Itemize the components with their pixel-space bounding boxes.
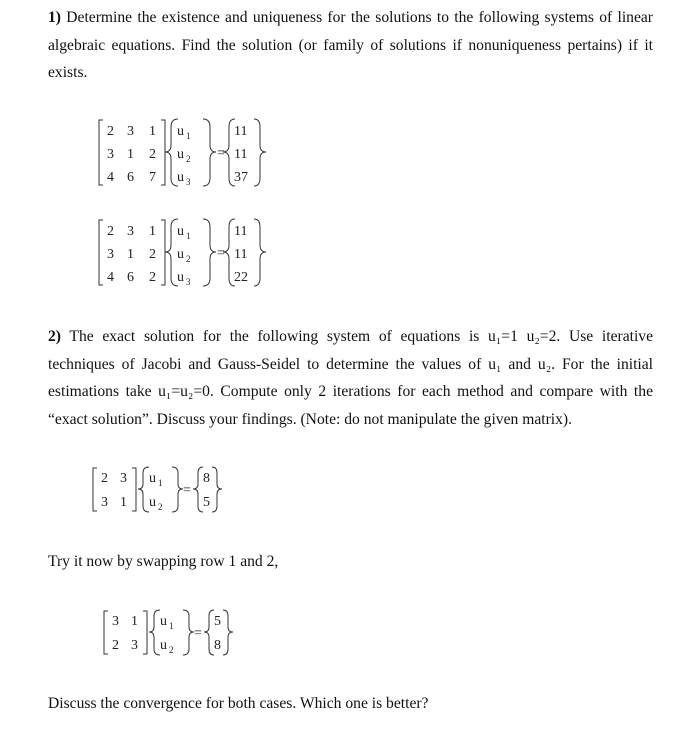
unknown-subscript: 1	[186, 131, 191, 141]
question-2-body: The exact solution for the following system of equations is u₁=1 u₂=2. Use iterative techniques of Jacobi and Gauss-Seidel to determine the values of u₁ and u₂. For the initial estimations take u₁=u₂=0. Compute only 2 iterations for each method and compare with the “exact solution”. Discuss your findings. (Note: do not manipulate the given matrix).	[48, 328, 654, 428]
matrix-cell: 3	[127, 124, 134, 139]
matrix-equation-2b	[103, 608, 243, 663]
rhs-right-brace	[223, 610, 233, 655]
matrix-cell: 6	[127, 170, 134, 185]
matrix-cell: 4	[107, 270, 114, 285]
question-2-text	[48, 323, 653, 433]
rhs-value: 37	[234, 170, 248, 185]
matrix-cell: 1	[131, 614, 138, 629]
matrix-cell: 2	[149, 270, 156, 285]
rhs-value: 5	[203, 495, 210, 510]
matrix-cell: 2	[107, 124, 114, 139]
matrix-cell: 3	[131, 638, 138, 653]
swap-instruction: Try it now by swapping row 1 and 2,	[48, 553, 279, 570]
matrix-equation-1a-svg	[98, 117, 278, 189]
matrix-cell: 2	[149, 147, 156, 162]
matrix-cell: 3	[127, 224, 134, 239]
unknown: u	[177, 270, 184, 285]
matrix-left-bracket	[99, 120, 103, 185]
unknown: u	[177, 247, 184, 262]
matrix-right-bracket	[161, 120, 165, 185]
unknown: u	[177, 147, 184, 162]
vector-left-brace	[138, 467, 149, 512]
question-1-body: Determine the existence and uniqueness for the solutions to the following systems of linear algebraic equations. Find the solution (or family of solutions if nonuniqueness pertains) if it exists.	[48, 9, 653, 81]
matrix-cell: 6	[127, 270, 134, 285]
rhs-right-brace	[254, 119, 266, 186]
unknown: u	[149, 471, 156, 486]
equals-sign: =	[217, 246, 225, 261]
rhs-value: 8	[203, 471, 210, 486]
matrix-cell: 4	[107, 170, 114, 185]
unknown-subscript: 1	[186, 231, 191, 241]
matrix-cell: 2	[101, 471, 108, 486]
matrix-cell: 3	[107, 147, 114, 162]
matrix-cell: 1	[149, 124, 156, 139]
matrix-right-bracket	[132, 468, 136, 511]
unknown-subscript: 3	[186, 277, 191, 287]
matrix-cell: 1	[127, 247, 134, 262]
matrix-right-bracket	[143, 611, 147, 654]
matrix-equation-1b	[98, 217, 278, 294]
matrix-cell: 1	[120, 495, 127, 510]
unknown: u	[160, 614, 167, 629]
equals-sign: =	[217, 146, 225, 161]
matrix-left-bracket	[99, 220, 103, 285]
matrix-cell: 2	[112, 638, 119, 653]
unknown-subscript: 2	[186, 254, 191, 264]
rhs-value: 11	[234, 224, 248, 239]
unknown: u	[177, 224, 184, 239]
rhs-value: 11	[234, 124, 248, 139]
matrix-cell: 7	[149, 170, 156, 185]
matrix-right-bracket	[161, 220, 165, 285]
unknown-subscript: 3	[186, 177, 191, 187]
matrix-cell: 3	[112, 614, 119, 629]
rhs-left-brace	[204, 610, 214, 655]
unknown: u	[160, 638, 167, 653]
unknown: u	[177, 124, 184, 139]
rhs-right-brace	[254, 219, 266, 286]
closing-question: Discuss the convergence for both cases. Which one is better?	[48, 695, 429, 712]
unknown-subscript: 2	[158, 502, 163, 512]
question-1-text	[48, 4, 653, 87]
matrix-equation-2b-svg	[103, 608, 243, 658]
matrix-left-bracket	[104, 611, 108, 654]
rhs-right-brace	[212, 467, 222, 512]
unknown-subscript: 2	[169, 645, 174, 655]
unknown-subscript: 2	[186, 154, 191, 164]
unknown-subscript: 1	[158, 478, 163, 488]
rhs-value: 22	[234, 270, 248, 285]
matrix-cell: 3	[120, 471, 127, 486]
vector-right-brace	[203, 219, 216, 286]
rhs-left-brace	[193, 467, 203, 512]
unknown: u	[177, 170, 184, 185]
vector-right-brace	[183, 610, 194, 655]
unknown-subscript: 1	[169, 621, 174, 631]
matrix-left-bracket	[93, 468, 97, 511]
matrix-equation-1a	[98, 117, 278, 194]
matrix-cell: 1	[149, 224, 156, 239]
vector-right-brace	[172, 467, 183, 512]
matrix-equation-1b-svg	[98, 217, 278, 289]
rhs-value: 8	[214, 638, 221, 653]
equals-sign: =	[194, 626, 202, 641]
matrix-cell: 2	[149, 247, 156, 262]
vector-right-brace	[203, 119, 216, 186]
question-2-number: 2)	[48, 328, 61, 345]
matrix-cell: 2	[107, 224, 114, 239]
vector-left-brace	[149, 610, 160, 655]
unknown: u	[149, 495, 156, 510]
rhs-value: 5	[214, 614, 221, 629]
matrix-equation-2a-svg	[92, 465, 232, 515]
matrix-cell: 3	[107, 247, 114, 262]
rhs-value: 11	[234, 147, 248, 162]
matrix-cell: 1	[127, 147, 134, 162]
rhs-value: 11	[234, 247, 248, 262]
equals-sign: =	[183, 483, 191, 498]
question-1-number: 1)	[48, 9, 61, 26]
matrix-cell: 3	[101, 495, 108, 510]
matrix-equation-2a	[92, 465, 232, 520]
